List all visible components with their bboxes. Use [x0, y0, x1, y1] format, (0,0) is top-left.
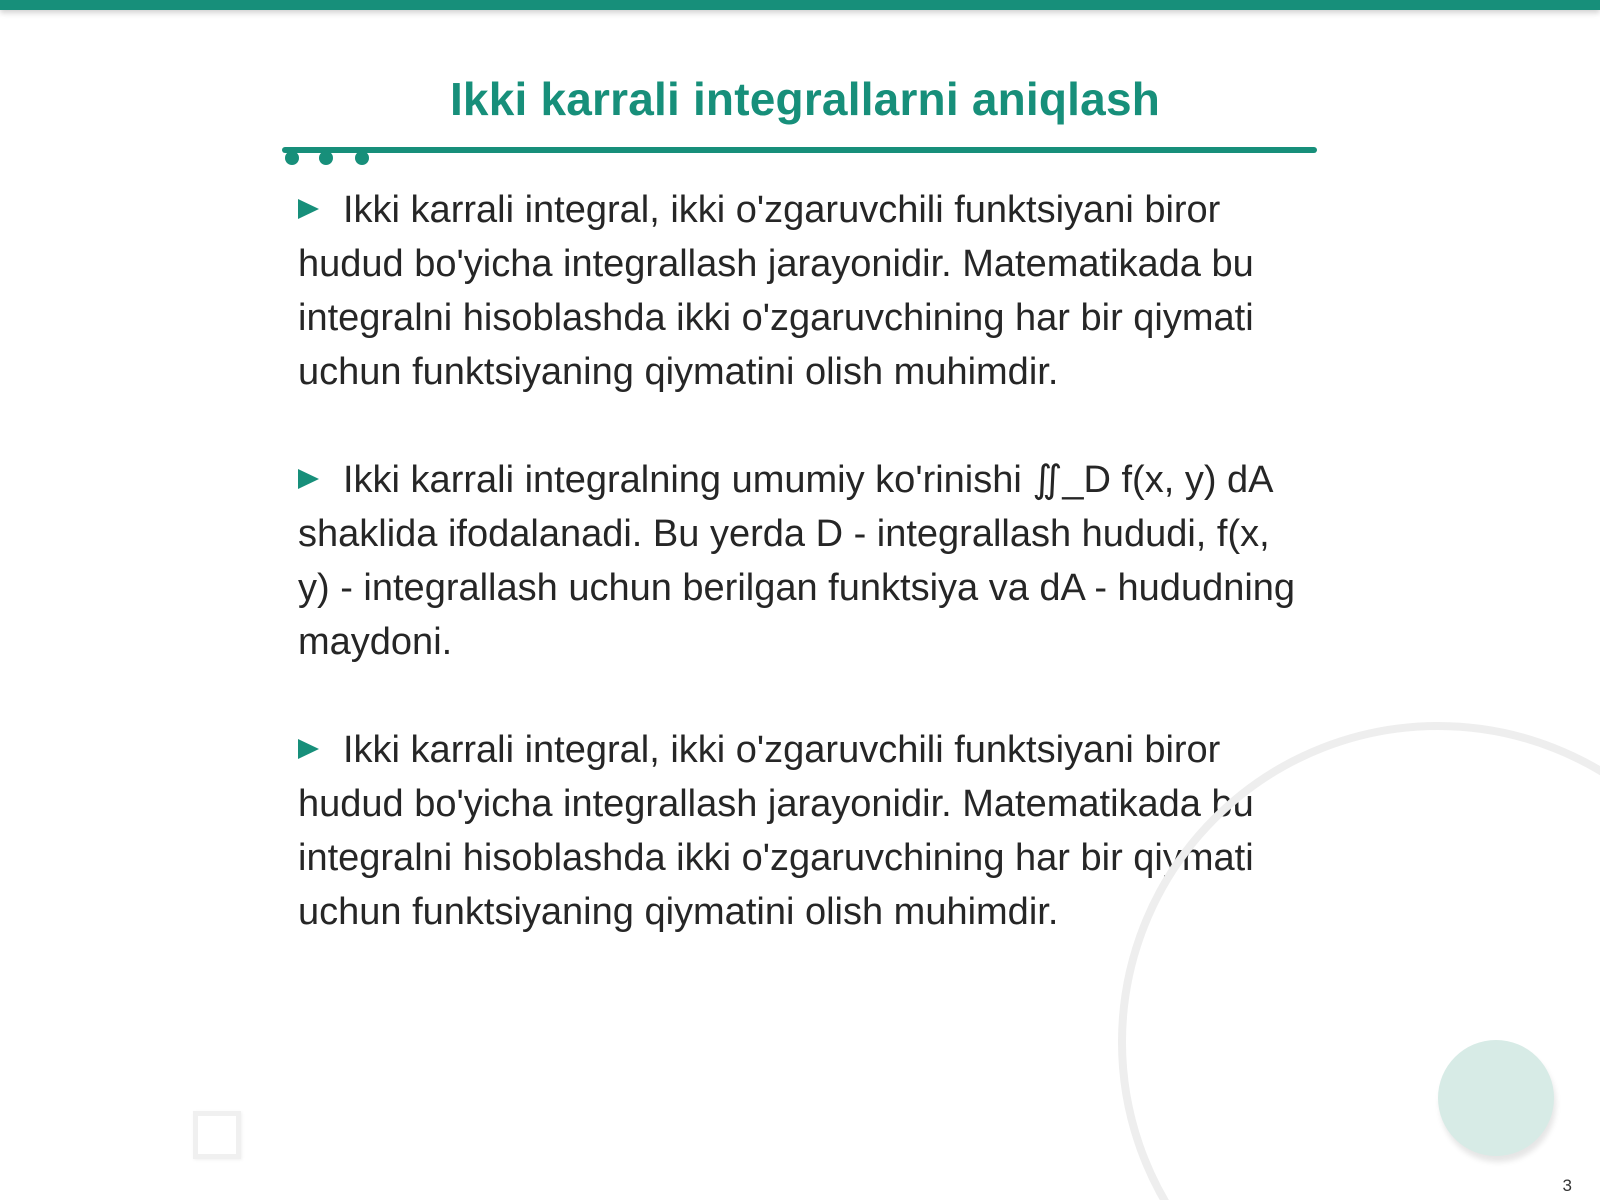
title-underline — [282, 147, 1317, 153]
triangle-right-icon — [298, 739, 319, 759]
triangle-right-icon — [298, 199, 319, 219]
decorative-circle — [1438, 1040, 1554, 1156]
triangle-right-icon — [298, 469, 319, 489]
slide-title: Ikki karrali integrallarni aniqlash — [449, 73, 1161, 125]
dot-icon — [355, 151, 369, 165]
dot-icon — [285, 151, 299, 165]
bullet-list — [298, 183, 1308, 993]
list-item — [298, 453, 1308, 669]
top-accent-bar — [0, 0, 1600, 10]
bullet-text: Ikki karrali integral, ikki o'zgaruvchili funktsiyani biror hudud bo'yicha integrallash jarayonidir. Matematikada bu integralni hisoblashda ikki o'zgaruvchining har bir qiymati uchun funktsiyaning qiymatini olish muhimdir. — [298, 729, 1254, 933]
dot-icon — [319, 151, 333, 165]
page-number: 3 — [1562, 1176, 1572, 1195]
bullet-text: Ikki karrali integral, ikki o'zgaruvchili funktsiyani biror hudud bo'yicha integrallash jarayonidir. Matematikada bu integralni hisoblashda ikki o'zgaruvchining har bir qiymati uchun funktsiyaning qiymatini olish muhimdir. — [298, 189, 1254, 393]
bullet-text: Ikki karrali integralning umumiy ko'rinishi ∬_D f(x, y) dA shaklida ifodalanadi. Bu yerda D - integrallash hududi, f(x, y) - integrallash uchun berilgan funktsiya va dA - hududning maydoni. — [298, 459, 1296, 663]
decorative-square — [193, 1111, 241, 1159]
list-item — [298, 183, 1308, 399]
